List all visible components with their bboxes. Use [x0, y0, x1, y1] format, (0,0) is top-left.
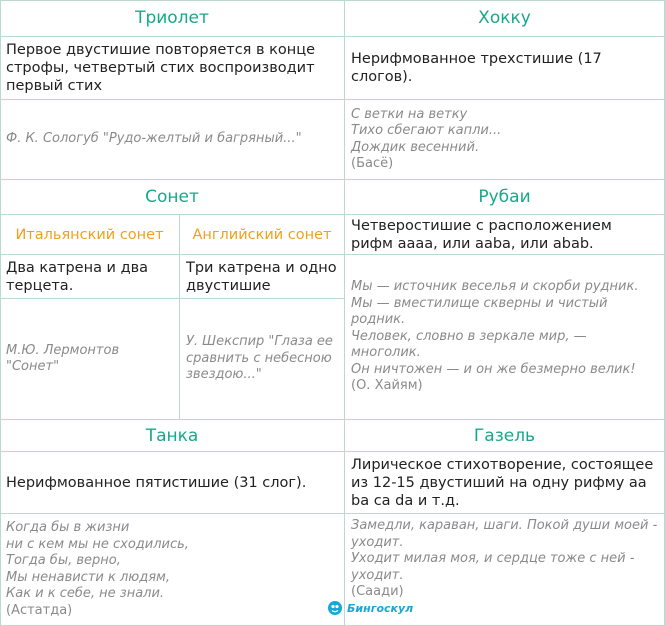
- english-sonnet-example: У. Шекспир "Глаза ее сравнить с небесною звездою...": [186, 334, 333, 383]
- triolet-example: Ф. К. Сологуб "Рудо-желтый и багряный...": [6, 131, 302, 147]
- italian-sonnet-label: Итальянский сонет: [15, 226, 164, 243]
- ghazal-line: Замедли, караван, шаги. Покой души моей - уходит.: [351, 518, 658, 550]
- triolet-desc-cell: [0, 37, 345, 100]
- ghazal-header: [345, 420, 665, 452]
- english-sonnet-example-cell: [180, 299, 345, 420]
- rubai-title: Рубаи: [478, 187, 531, 207]
- english-sonnet-label: Английский сонет: [192, 226, 332, 243]
- rubai-author: (О. Хайям): [351, 378, 423, 394]
- english-sonnet-header: [180, 215, 345, 255]
- haiku-title: Хокку: [478, 8, 531, 28]
- italian-sonnet-header: [0, 215, 180, 255]
- haiku-example-cell: [345, 100, 665, 180]
- sonnet-title: Сонет: [145, 187, 199, 207]
- rubai-header: [345, 180, 665, 215]
- rubai-desc: Четверостишие с расположением рифм аааа, или aaba, или abab.: [351, 217, 612, 252]
- english-sonnet-desc-cell: [180, 255, 345, 299]
- tanka-header: [0, 420, 345, 452]
- haiku-header: [345, 0, 665, 37]
- tanka-desc-cell: [0, 452, 345, 514]
- ghazal-desc: Лирическое стихотворение, состоящее из 12-15 двустиший на одну рифму aa ba ca da и т.д.: [351, 456, 654, 509]
- italian-sonnet-desc: Два катрена и два терцета.: [6, 259, 149, 294]
- tanka-line: Тогда бы, верно,: [6, 553, 121, 568]
- triolet-example-cell: [0, 100, 345, 180]
- sonnet-header: [0, 180, 345, 215]
- italian-sonnet-example: М.Ю. Лермонтов "Сонет": [6, 342, 120, 374]
- italian-sonnet-example-cell: [0, 299, 180, 420]
- triolet-title: Триолет: [135, 8, 209, 28]
- ghazal-title: Газель: [473, 425, 536, 446]
- tanka-desc: Нерифмованное пятистишие (31 слог).: [6, 474, 307, 491]
- bingoskul-logo-text: Бингоскул: [347, 601, 414, 615]
- rubai-desc-cell: [345, 215, 665, 255]
- tanka-title: Танка: [145, 425, 199, 446]
- english-sonnet-desc: Три катрена и одно двустишие: [186, 259, 337, 294]
- ghazal-desc-cell: [345, 452, 665, 514]
- rubai-line: Мы — вместилище скверны и чистый родник.: [351, 295, 608, 328]
- bingoskul-logo-icon: [327, 600, 343, 616]
- tanka-line: Когда бы в жизни: [6, 520, 130, 535]
- ghazal-author: (Саади): [351, 584, 404, 599]
- tanka-author: (Астатда): [6, 602, 73, 618]
- haiku-line: С ветки на ветку: [351, 106, 468, 122]
- rubai-line: Он ничтожен — и он же безмерно велик!: [351, 361, 636, 377]
- rubai-line: Мы — источник веселья и скорби рудник.: [351, 279, 639, 295]
- haiku-desc: Нерифмованное трехстишие (17 слогов).: [351, 51, 602, 85]
- ghazal-line: Уходит милая моя, и сердце тоже с ней - уходит.: [351, 551, 635, 583]
- triolet-header: [0, 0, 345, 37]
- italian-sonnet-desc-cell: [0, 255, 180, 299]
- haiku-author: (Басё): [351, 156, 394, 171]
- bingoskul-logo: [327, 600, 413, 616]
- haiku-line: Тихо сбегают капли...: [351, 123, 502, 138]
- triolet-desc: Первое двустишие повторяется в конце строфы, четвертый стих воспроизводит первый стих: [6, 42, 316, 94]
- rubai-line: Человек, словно в зеркале мир, — многолик.: [351, 328, 587, 361]
- tanka-line: ни с кем мы не сходились,: [6, 536, 189, 552]
- rubai-example-cell: [345, 255, 665, 420]
- haiku-desc-cell: [345, 37, 665, 100]
- haiku-line: Дождик весенний.: [351, 139, 480, 155]
- tanka-line: Мы ненависти к людям,: [6, 569, 170, 585]
- tanka-example-cell: [0, 514, 345, 626]
- tanka-line: Как и к себе, не знали.: [6, 586, 165, 601]
